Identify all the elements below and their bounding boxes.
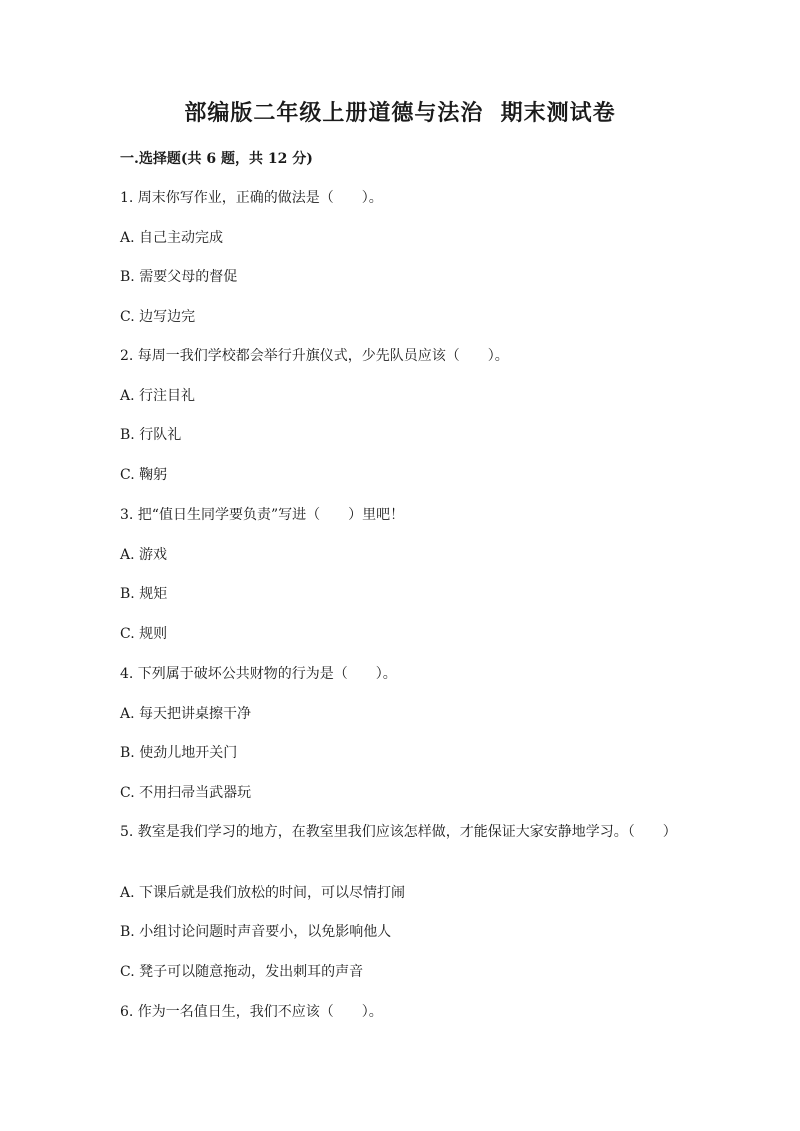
question-3-option-a: A. 游戏: [120, 547, 168, 563]
question-1-stem: 1. 周末你写作业，正确的做法是（ ）。: [120, 190, 383, 206]
question-1-option-c: C. 边写边完: [120, 309, 196, 325]
question-5-option-c: C. 凳子可以随意拖动，发出刺耳的声音: [120, 964, 364, 980]
question-1-option-a: A. 自己主动完成: [120, 230, 224, 246]
question-5-option-a: A. 下课后就是我们放松的时间，可以尽情打闹: [120, 885, 406, 901]
question-5-option-b: B. 小组讨论问题时声音要小，以免影响他人: [120, 924, 392, 940]
question-2-stem: 2. 每周一我们学校都会举行升旗仪式，少先队员应该（ ）。: [120, 348, 509, 364]
question-6-stem: 6. 作为一名值日生，我们不应该（ ）。: [120, 1004, 383, 1020]
question-1-option-b: B. 需要父母的督促: [120, 269, 238, 285]
question-4-stem: 4. 下列属于破坏公共财物的行为是（ ）。: [120, 666, 397, 682]
question-4-option-c: C. 不用扫帚当武器玩: [120, 785, 252, 801]
question-3-option-b: B. 规矩: [120, 586, 168, 602]
question-4-option-b: B. 使劲儿地开关门: [120, 745, 238, 761]
question-2-option-c: C. 鞠躬: [120, 467, 168, 483]
question-2-option-a: A. 行注目礼: [120, 388, 196, 404]
question-2-option-b: B. 行队礼: [120, 427, 182, 443]
question-3-option-c: C. 规则: [120, 626, 168, 642]
question-3-stem: 3. 把“值日生同学要负责”写进（ ）里吧！: [120, 507, 405, 523]
question-5-stem: 5. 教室是我们学习的地方，在教室里我们应该怎样做，才能保证大家安静地学习。（ ）: [120, 824, 677, 840]
question-4-option-a: A. 每天把讲桌擦干净: [120, 706, 252, 722]
page-title: 部编版二年级上册道德与法治 期末测试卷: [184, 100, 616, 126]
section-heading: 一.选择题(共 6 题，共 12 分): [120, 151, 313, 167]
